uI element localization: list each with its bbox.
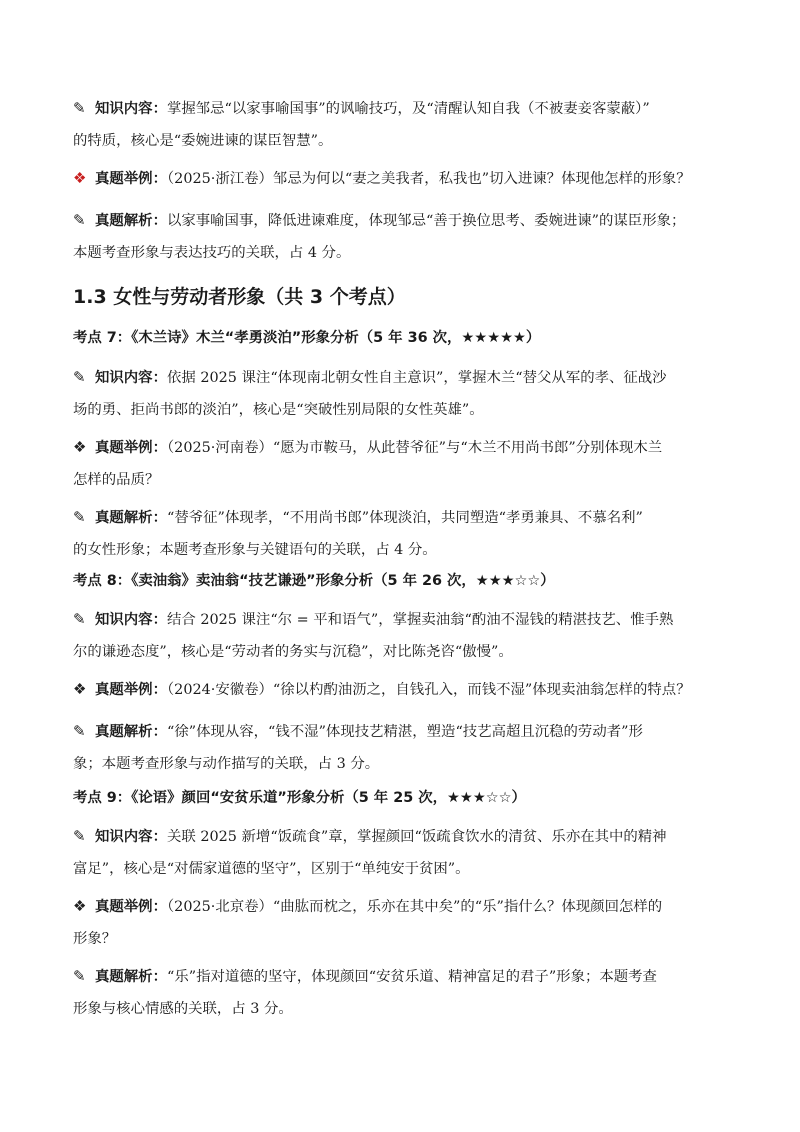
- example-block: ❖ 真题举例：（2025·浙江卷）邹忌为何以“妻之美我者，私我也”切入进谏？体现他怎样的形象？: [73, 162, 733, 195]
- example-label: 真题举例: [95, 899, 153, 915]
- example-text: （2025·北京卷）“曲肱而枕之，乐亦在其中矣”的“乐”指什么？体现颜回怎样的: [166, 899, 663, 915]
- paperclip-icon: ✎: [73, 211, 86, 229]
- knowledge-label: 知识内容: [95, 829, 153, 845]
- diamond-icon: ❖: [73, 897, 87, 915]
- analysis-block: ✎ 真题解析：“乐”指对道德的坚守，体现颜回“安贫乐道、精神富足的君子”形象；本题考查 形象与核心情感的关联，占 3 分。: [73, 960, 733, 1025]
- analysis-block: ✎ 真题解析：“徐”体现从容，“钱不湿”体现技艺精湛，塑造“技艺高超且沉稳的劳动者”形 象；本题考查形象与动作描写的关联，占 3 分。: [73, 715, 733, 780]
- pencil-icon: ✎: [73, 827, 86, 845]
- knowledge-block: ✎ 知识内容：依据 2025 课注“体现南北朝女性自主意识”，掌握木兰“替父从军的孝、征战沙 场的勇、拒尚书郎的淡泊”，核心是“突破性别局限的女性英雄”。: [73, 361, 733, 426]
- knowledge-label: 知识内容: [95, 370, 153, 386]
- example-text: （2025·河南卷）“愿为市鞍马，从此替爷征”与“木兰不用尚书郎”分别体现木兰: [166, 440, 663, 456]
- example-text: 形象？: [73, 931, 117, 947]
- paperclip-icon: ✎: [73, 722, 86, 740]
- diamond-icon: ❖: [73, 169, 87, 187]
- example-label: 真题举例: [95, 440, 153, 456]
- example-label: 真题举例: [95, 682, 153, 698]
- example-block: ❖ 真题举例：（2024·安徽卷）“徐以杓酌油沥之，自钱孔入，而钱不湿”体现卖油翁怎样的特点？: [73, 673, 733, 706]
- paperclip-icon: ✎: [73, 967, 86, 985]
- knowledge-text: 场的勇、拒尚书郎的淡泊”，核心是“突破性别局限的女性英雄”。: [73, 402, 484, 418]
- analysis-text: “乐”指对道德的坚守，体现颜回“安贫乐道、精神富足的君子”形象；本题考查: [166, 969, 657, 985]
- knowledge-label: 知识内容: [95, 612, 153, 628]
- kaodian-9-heading: 考点 9：《论语》颜回“安贫乐道”形象分析（5 年 25 次，★★★☆☆）: [73, 790, 526, 806]
- knowledge-text: 关联 2025 新增“饭疏食”章，掌握颜回“饭疏食饮水的清贫、乐亦在其中的精神: [166, 829, 667, 845]
- analysis-label: 真题解析: [95, 969, 153, 985]
- analysis-text: 象；本题考查形象与动作描写的关联，占 3 分。: [73, 756, 380, 772]
- pencil-icon: ✎: [73, 368, 86, 386]
- paperclip-icon: ✎: [73, 508, 86, 526]
- diamond-icon: ❖: [73, 438, 87, 456]
- analysis-text: 本题考查形象与表达技巧的关联，占 4 分。: [73, 245, 351, 261]
- analysis-block: ✎ 真题解析：“替爷征”体现孝，“不用尚书郎”体现淡泊，共同塑造“孝勇兼具、不慕名利” 的女性形象；本题考查形象与关键语句的关联，占 4 分。: [73, 501, 733, 566]
- analysis-text: 形象与核心情感的关联，占 3 分。: [73, 1001, 293, 1017]
- analysis-label: 真题解析: [95, 213, 153, 229]
- example-text: （2024·安徽卷）“徐以杓酌油沥之，自钱孔入，而钱不湿”体现卖油翁怎样的特点？: [166, 682, 691, 698]
- example-block: ❖ 真题举例：（2025·河南卷）“愿为市鞍马，从此替爷征”与“木兰不用尚书郎”分别体现木兰 怎样的品质？: [73, 431, 733, 496]
- example-text: 怎样的品质？: [73, 472, 160, 488]
- pencil-icon: ✎: [73, 99, 86, 117]
- knowledge-label: 知识内容: [95, 101, 153, 117]
- knowledge-block: ✎ 知识内容：结合 2025 课注“尔 = 平和语气”，掌握卖油翁“酌油不湿钱的精湛技艺、惟手熟 尔的谦逊态度”，核心是“劳动者的务实与沉稳”，对比陈尧咨“傲慢”。: [73, 603, 733, 668]
- example-label: 真题举例: [95, 171, 153, 187]
- example-block: ❖ 真题举例：（2025·北京卷）“曲肱而枕之，乐亦在其中矣”的“乐”指什么？体现颜回怎样的 形象？: [73, 890, 733, 955]
- knowledge-text: 掌握邹忌“以家事喻国事”的讽喻技巧，及“清醒认知自我（不被妻妾客蒙蔽）”: [166, 101, 650, 117]
- analysis-text: 的女性形象；本题考查形象与关键语句的关联，占 4 分。: [73, 542, 437, 558]
- knowledge-text: 结合 2025 课注“尔 = 平和语气”，掌握卖油翁“酌油不湿钱的精湛技艺、惟手熟: [166, 612, 674, 628]
- kaodian-7-heading: 考点 7：《木兰诗》木兰“孝勇淡泊”形象分析（5 年 36 次，★★★★★）: [73, 330, 541, 346]
- knowledge-block: ✎ 知识内容：关联 2025 新增“饭疏食”章，掌握颜回“饭疏食饮水的清贫、乐亦在其中的精神 富足”，核心是“对儒家道德的坚守”，区别于“单纯安于贫困”。: [73, 820, 733, 885]
- knowledge-text: 依据 2025 课注“体现南北朝女性自主意识”，掌握木兰“替父从军的孝、征战沙: [166, 370, 667, 386]
- knowledge-text: 的特质，核心是“委婉进谏的谋臣智慧”。: [73, 133, 333, 149]
- pencil-icon: ✎: [73, 610, 86, 628]
- diamond-icon: ❖: [73, 680, 87, 698]
- example-text: （2025·浙江卷）邹忌为何以“妻之美我者，私我也”切入进谏？体现他怎样的形象？: [166, 171, 691, 187]
- analysis-label: 真题解析: [95, 724, 153, 740]
- analysis-block: ✎ 真题解析：以家事喻国事，降低进谏难度，体现邹忌“善于换位思考、委婉进谏”的谋臣形象； 本题考查形象与表达技巧的关联，占 4 分。: [73, 204, 733, 269]
- kaodian-8-heading: 考点 8：《卖油翁》卖油翁“技艺谦逊”形象分析（5 年 26 次，★★★☆☆）: [73, 573, 555, 589]
- knowledge-block: ✎ 知识内容：掌握邹忌“以家事喻国事”的讽喻技巧，及“清醒认知自我（不被妻妾客蒙蔽）” 的特质，核心是“委婉进谏的谋臣智慧”。: [73, 92, 733, 157]
- analysis-text: “徐”体现从容，“钱不湿”体现技艺精湛，塑造“技艺高超且沉稳的劳动者”形: [166, 724, 643, 740]
- knowledge-text: 富足”，核心是“对儒家道德的坚守”，区别于“单纯安于贫困”。: [73, 861, 470, 877]
- analysis-text: 以家事喻国事，降低进谏难度，体现邹忌“善于换位思考、委婉进谏”的谋臣形象；: [166, 213, 686, 229]
- analysis-label: 真题解析: [95, 510, 153, 526]
- knowledge-text: 尔的谦逊态度”，核心是“劳动者的务实与沉稳”，对比陈尧咨“傲慢”。: [73, 644, 513, 660]
- analysis-text: “替爷征”体现孝，“不用尚书郎”体现淡泊，共同塑造“孝勇兼具、不慕名利”: [166, 510, 643, 526]
- section-heading: 1.3 女性与劳动者形象（共 3 个考点）: [73, 286, 406, 308]
